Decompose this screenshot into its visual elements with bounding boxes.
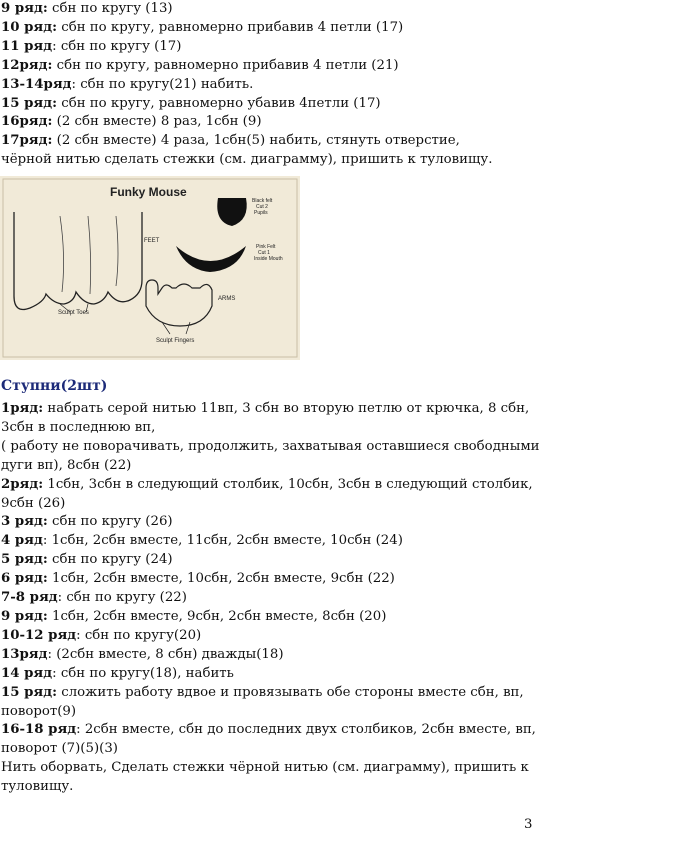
sculpt-toes-label: Sculpt Toes	[58, 310, 89, 316]
instruction-row	[1, 132, 671, 151]
instruction-row	[1, 0, 671, 19]
diagram-title: Funky Mouse	[110, 185, 187, 199]
row-text: : сбн по кругу(21) набить.	[71, 76, 254, 92]
instruction-row	[1, 589, 671, 608]
row-label: 6 ряд:	[1, 571, 48, 587]
row-label: 12ряд:	[1, 57, 53, 73]
row-text: : сбн по кругу(20)	[76, 627, 202, 643]
row-label: 2ряд:	[1, 476, 44, 492]
row-label: 4 ряд	[1, 533, 43, 549]
row-text: : (2сбн вместе, 8 сбн) дважды(18)	[47, 646, 284, 662]
row-label: 13-14ряд	[1, 76, 72, 92]
row-text: сбн по кругу, равномерно убавив 4петли (17)	[57, 95, 381, 111]
row-label: 9 ряд:	[1, 608, 48, 624]
row-continuation: дуги вп), 8сбн (22)	[1, 457, 132, 473]
head-instructions	[1, 0, 671, 170]
feet-label: FEET	[144, 238, 160, 244]
instruction-row	[1, 57, 671, 76]
funky-mouse-diagram	[0, 176, 300, 360]
row-label: 11 ряд	[1, 38, 53, 54]
row-label: 14 ряд	[1, 665, 53, 681]
row-text: набрать серой нитью 11вп, 3 сбн во вторую петлю от крючка, 8 сбн,	[43, 401, 530, 416]
row-label: 5 ряд:	[1, 552, 48, 568]
instruction-row	[1, 627, 671, 646]
row-label: 3 ряд:	[1, 514, 48, 530]
row-continuation: 3сбн в последнюю вп,	[1, 419, 156, 435]
instruction-row	[1, 532, 671, 551]
instruction-row	[1, 721, 671, 740]
row-continuation: поворот (7)(5)(3)	[1, 741, 118, 757]
svg-text:Pink Felt Cut 1 Inside: Pink Felt Cut 1 Inside Mouth	[254, 244, 283, 262]
section-title: Ступни(2шт)	[1, 378, 108, 394]
feet-instructions	[1, 400, 671, 797]
row-text: 1сбн, 2сбн вместе, 9сбн, 2сбн вместе, 8сбн (20)	[47, 608, 387, 624]
row-label: 7-8 ряд	[1, 590, 58, 606]
row-text: (2 сбн вместе) 8 раз, 1сбн (9)	[52, 114, 262, 130]
row-text: сбн по кругу (13)	[47, 1, 173, 16]
row-text: : 1сбн, 2сбн вместе, 11сбн, 2сбн вместе, 10сбн (24)	[42, 533, 403, 549]
row-label: 16-18 ряд	[1, 722, 77, 738]
row-text: сбн по кругу (26)	[47, 514, 173, 530]
instruction-row	[1, 646, 671, 665]
instruction-row	[1, 476, 671, 495]
row-label: 15 ряд:	[1, 95, 58, 111]
row-text: сложить работу вдвое и провязывать обе стороны вместе сбн, вп,	[57, 684, 524, 700]
row-label: 16ряд:	[1, 114, 53, 130]
finish-text: туловищу.	[1, 779, 74, 795]
page-number: 3	[524, 817, 533, 832]
instruction-row	[1, 95, 671, 114]
row-text: : сбн по кругу (22)	[57, 590, 187, 606]
instruction-row	[1, 551, 671, 570]
row-text: : сбн по кругу (17)	[52, 38, 182, 54]
row-continuation: 9сбн (26)	[1, 495, 66, 511]
instruction-row	[1, 400, 671, 419]
instruction-row	[1, 76, 671, 95]
instruction-row	[1, 38, 671, 57]
instruction-row	[1, 684, 671, 703]
row-text: сбн по кругу, равномерно прибавив 4 петли (21)	[52, 57, 399, 73]
instruction-row	[1, 608, 671, 627]
row-label: 15 ряд:	[1, 684, 58, 700]
row-label: 10-12 ряд	[1, 627, 77, 643]
row-text: 1сбн, 2сбн вместе, 10сбн, 2сбн вместе, 9сбн (22)	[47, 571, 395, 587]
row-continuation: чёрной нитью сделать стежки (см. диаграмму), пришить к туловищу.	[1, 152, 493, 168]
row-text: : сбн по кругу(18), набить	[52, 665, 234, 681]
row-continuation: поворот(9)	[1, 703, 77, 719]
row-text: (2 сбн вместе) 4 раза, 1сбн(5) набить, стянуть отверстие,	[52, 133, 460, 149]
sculpt-fingers-label: Sculpt Fingers	[156, 338, 195, 344]
instruction-row	[1, 113, 671, 132]
row-label: 13ряд	[1, 646, 48, 662]
row-label: 1ряд:	[1, 401, 44, 416]
instruction-row	[1, 665, 671, 684]
row-label: 17ряд:	[1, 133, 53, 149]
instruction-row	[1, 570, 671, 589]
row-label: 10 ряд:	[1, 19, 58, 35]
row-continuation: ( работу не поворачивать, продолжить, захватывая оставшиеся свободными	[1, 438, 540, 454]
row-text: : 2сбн вместе, сбн до последних двух столбиков, 2сбн вместе, вп,	[76, 722, 536, 738]
instruction-row	[1, 513, 671, 532]
row-text: сбн по кругу (24)	[47, 552, 173, 568]
svg-text:Black felt Cut 2 Pupil: Black felt Cut 2 Pupils	[252, 198, 273, 216]
row-label: 9 ряд:	[1, 1, 48, 16]
row-text: сбн по кругу, равномерно прибавив 4 петли (17)	[57, 19, 404, 35]
row-text: 1сбн, 3сбн в следующий столбик, 10сбн, 3сбн в следующий столбик,	[43, 476, 533, 492]
arms-label: ARMS	[218, 296, 236, 302]
instruction-row	[1, 19, 671, 38]
finish-text: Нить оборвать, Сделать стежки чёрной нитью (см. диаграмму), пришить к	[1, 760, 529, 776]
